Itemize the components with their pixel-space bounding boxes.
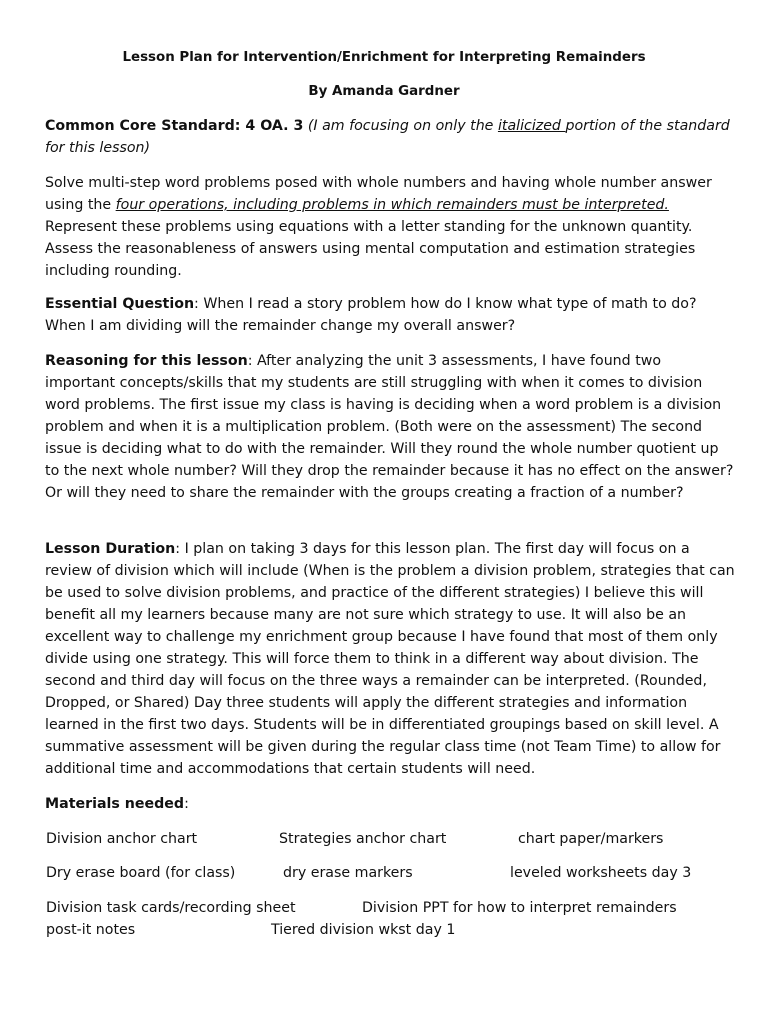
materials-row <box>0 828 768 850</box>
materials-row <box>0 919 768 941</box>
reasoning-text: : After analyzing the unit 3 assessments, I have found two important concepts/skills that my students are still struggling with when it comes to division word problems. The first issue my class is having is deciding when a word problem is a division problem and when it is a multiplication problem. (Both were on the assessment) The second issue is deciding what to do with the remainder. Will they round the whole number quotient up to the next whole number? Will they drop the remainder because it has no effect on the answer? Or will they need to share the remainder with the groups creating a fraction of a number? <box>45 353 734 501</box>
standard-note-b: portion of the standard for this lesson) <box>45 118 730 156</box>
material-item: Division anchor chart <box>46 831 198 847</box>
reasoning-paragraph <box>45 350 735 504</box>
standard-paragraph <box>45 115 735 159</box>
document-title: Lesson Plan for Intervention/Enrichment for Interpreting Remainders <box>122 50 646 65</box>
reasoning-label: Reasoning for this lesson <box>45 353 248 369</box>
standard-text-underlined: four operations, including problems in which remainders must be interpreted. <box>115 197 669 213</box>
essential-question-paragraph <box>45 293 735 337</box>
material-item: Tiered division wkst day 1 <box>271 922 456 938</box>
standard-note-a: (I am focusing on only the <box>303 118 498 134</box>
essential-question-label: Essential Question <box>45 296 195 312</box>
materials-heading <box>45 793 735 815</box>
duration-text: : I plan on taking 3 days for this lesson plan. The first day will focus on a review of division which will include (When is the problem a division problem, strategies that can be used to solve division problems, and practice of the different strategies) I believe this will benefit all my learners because many are not sure which strategy to use. It will also be an excellent way to challenge my enrichment group because I have found that most of them only divide using one strategy. This will force them to think in a different way about division. The second and third day will focus on the three ways a remainder can be interpreted. (Rounded, Dropped, or Shared) Day three students will apply the different strategies and information learned in the first two days. Students will be in differentiated groupings based on skill level. A summative assessment will be given during the regular class time (not Team Time) to allow for additional time and accommodations that certain students will need. <box>45 541 735 777</box>
material-item: dry erase markers <box>283 865 413 881</box>
standard-text-b: Represent these problems using equations with a letter standing for the unknown quantity. Assess the reasonableness of answers using mental computation and estimation strategies including rounding. <box>45 219 696 279</box>
materials-colon: : <box>184 796 189 812</box>
standard-text-a: Solve multi-step word problems posed with whole numbers and having whole number answer using the <box>45 175 712 213</box>
material-item: Division PPT for how to interpret remainders <box>362 900 677 916</box>
duration-label: Lesson Duration <box>45 541 176 557</box>
material-item: Dry erase board (for class) <box>46 865 236 881</box>
material-item: Division task cards/recording sheet <box>46 900 296 916</box>
material-item: leveled worksheets day 3 <box>510 865 692 881</box>
standard-text-paragraph <box>45 172 735 282</box>
standard-note-underlined: italicized <box>497 118 566 134</box>
document-author: By Amanda Gardner <box>308 84 460 99</box>
material-item: Strategies anchor chart <box>279 831 447 847</box>
standard-code: : 4 OA. 3 <box>234 118 304 134</box>
materials-label: Materials needed <box>45 796 185 812</box>
material-item: chart paper/markers <box>518 831 664 847</box>
materials-row <box>0 862 768 884</box>
standard-label: Common Core Standard <box>45 118 235 134</box>
duration-paragraph <box>45 538 735 780</box>
material-item: post-it notes <box>46 922 136 938</box>
materials-row <box>0 897 768 919</box>
essential-question-text: : When I read a story problem how do I know what type of math to do? When I am dividing will the remainder change my overall answer? <box>45 296 697 334</box>
